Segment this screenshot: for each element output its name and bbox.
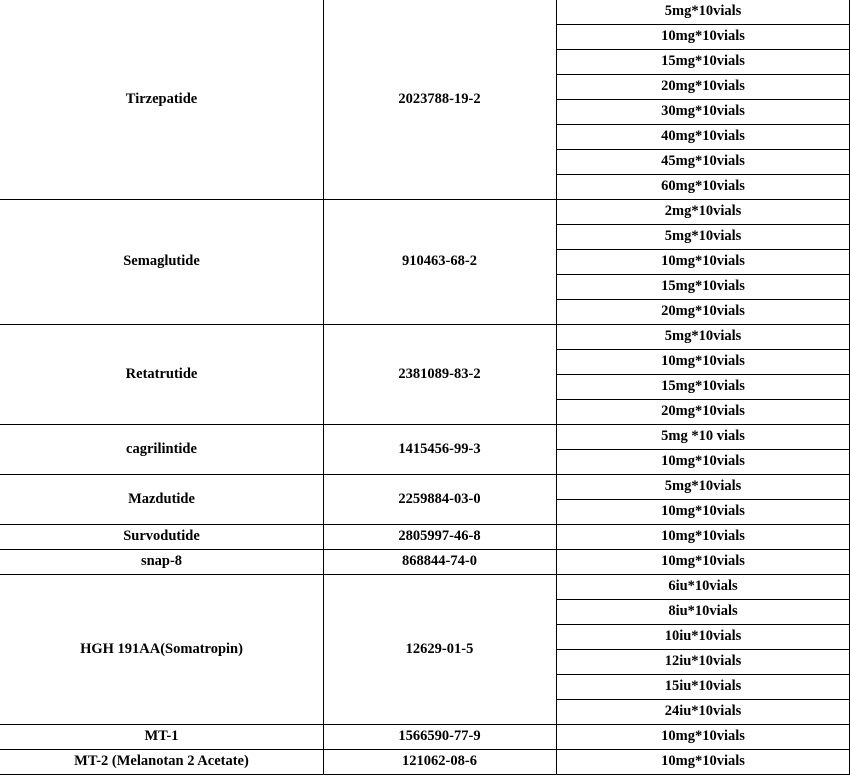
cas-number: 12629-01-5 [405,640,474,657]
spec-cell: 15mg*10vials [661,278,745,294]
spec-cell: 10mg*10vials [661,28,745,44]
spec-divider [556,624,850,625]
spec-cell: 8iu*10vials [668,603,738,619]
column-divider [323,0,324,774]
spec-cell: 5mg*10vials [664,228,742,244]
spec-divider [556,99,850,100]
spec-divider [556,349,850,350]
spec-cell: 12iu*10vials [664,653,742,669]
row-divider [0,199,850,200]
spec-divider [556,174,850,175]
spec-cell: 15iu*10vials [664,678,742,694]
cas-number: 910463-68-2 [402,253,477,269]
spec-divider [556,599,850,600]
product-name: Retatrutide [125,365,198,382]
spec-divider [556,649,850,650]
spec-cell: 10mg*10vials [661,528,745,544]
spec-cell: 10iu*10vials [664,628,742,644]
product-name: HGH 191AA(Somatropin) [80,640,243,657]
product-name: Mazdutide [128,490,195,507]
spec-cell: 30mg*10vials [661,103,745,119]
cas-number: 2023788-19-2 [398,90,481,107]
spec-cell: 20mg*10vials [661,78,745,94]
product-name: Tirzepatide [125,90,198,107]
spec-divider [556,249,850,250]
spec-divider [556,24,850,25]
spec-cell: 10mg*10vials [661,353,745,369]
spec-divider [556,224,850,225]
spec-divider [556,674,850,675]
row-divider [0,424,850,425]
spec-cell: 15mg*10vials [661,53,745,69]
spec-cell: 20mg*10vials [661,303,745,319]
row-divider [0,574,850,575]
row-divider [0,524,850,525]
spec-cell: 40mg*10vials [661,128,745,144]
spec-divider [556,49,850,50]
row-divider [0,749,850,750]
cas-number: 2381089-83-2 [398,365,481,382]
cas-number: 121062-08-6 [402,753,477,769]
spec-divider [556,449,850,450]
spec-divider [556,124,850,125]
spec-cell: 10mg*10vials [661,753,745,769]
spec-divider [556,149,850,150]
spec-cell: 5mg*10vials [664,328,742,344]
cas-number: 1415456-99-3 [398,440,481,457]
product-name: Survodutide [123,528,200,544]
product-name: cagrilintide [126,440,197,457]
spec-divider [556,699,850,700]
spec-cell: 45mg*10vials [661,153,745,169]
spec-divider [556,399,850,400]
spec-divider [556,74,850,75]
product-name: MT-2 (Melanotan 2 Acetate) [74,753,249,769]
spec-cell: 10mg*10vials [661,253,745,269]
spec-divider [556,499,850,500]
row-divider [0,724,850,725]
spec-cell: 60mg*10vials [661,178,745,194]
spec-cell: 5mg*10vials [664,478,742,494]
product-name: Semaglutide [123,253,200,269]
spec-divider [556,374,850,375]
row-divider [0,324,850,325]
cas-number: 1566590-77-9 [398,728,481,744]
column-divider [556,0,557,774]
cas-number: 2259884-03-0 [398,490,481,507]
spec-cell: 2mg*10vials [664,203,742,219]
product-name: snap-8 [140,553,183,569]
spec-divider [556,299,850,300]
spec-divider [556,274,850,275]
spec-cell: 5mg *10 vials [661,428,745,444]
spec-cell: 10mg*10vials [661,728,745,744]
spec-cell: 15mg*10vials [661,378,745,394]
spec-cell: 10mg*10vials [661,453,745,469]
spec-cell: 24iu*10vials [664,703,742,719]
cas-number: 2805997-46-8 [398,528,481,544]
spec-cell: 6iu*10vials [668,578,738,594]
spec-cell: 5mg*10vials [664,3,742,19]
cas-number: 868844-74-0 [402,553,477,569]
spec-cell: 10mg*10vials [661,503,745,519]
product-name: MT-1 [144,728,179,744]
spec-cell: 10mg*10vials [661,553,745,569]
spec-cell: 20mg*10vials [661,403,745,419]
row-divider [0,549,850,550]
row-divider [0,474,850,475]
